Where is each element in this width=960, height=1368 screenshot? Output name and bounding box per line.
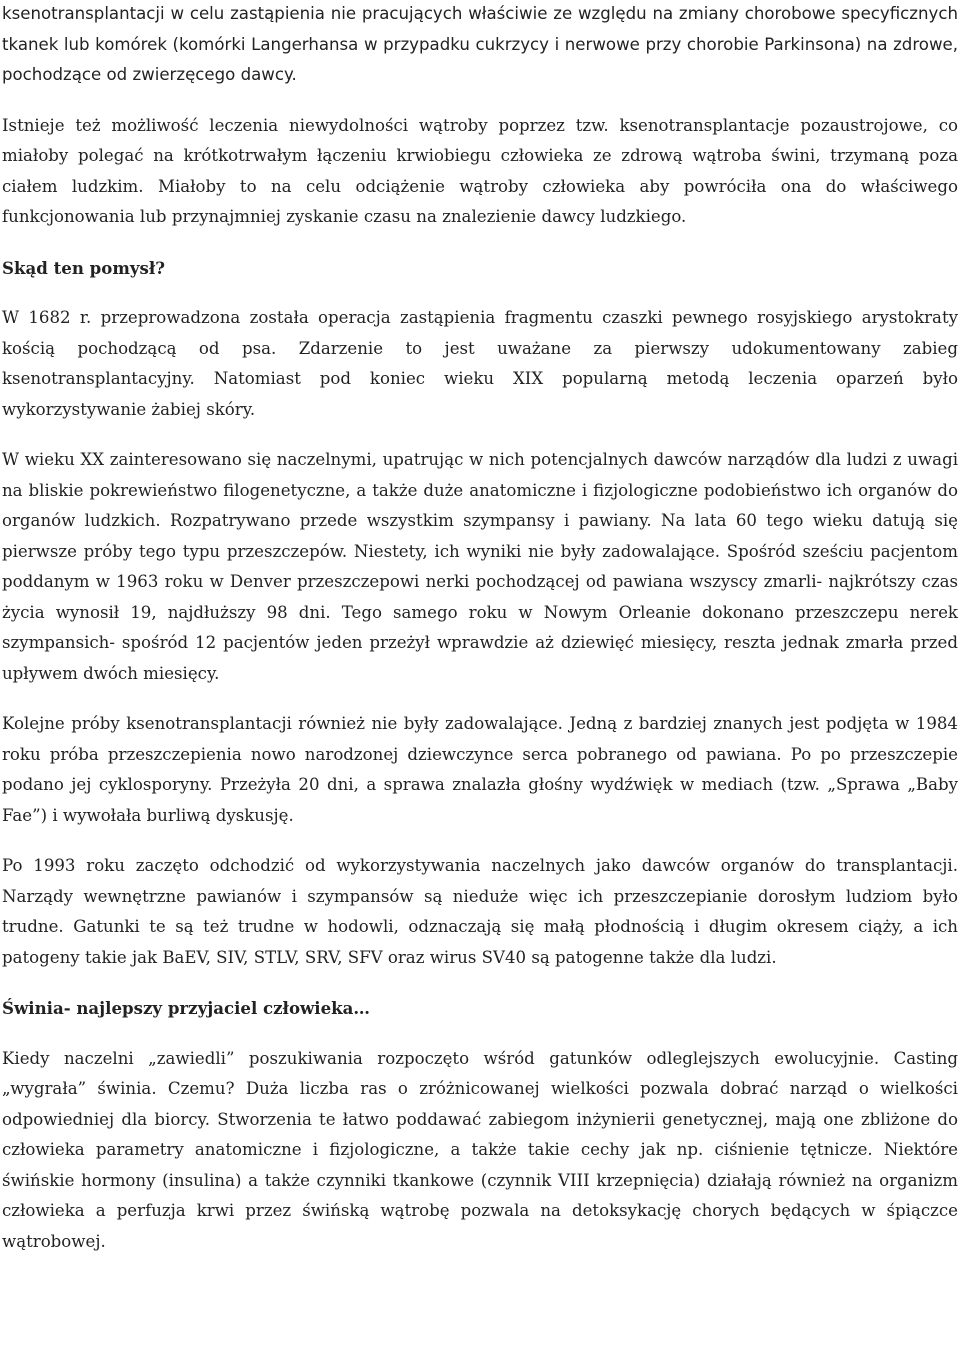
paragraph-history-1682: W 1682 r. przeprowadzona została operacja zastąpienia fragmentu czaszki pewnego rosyjskiego arystokraty kością pochodzącą od psa. Zdarzenie to jest uważane za pierwszy udokumentowany zabieg ksenotransplantacyjny. Natomiast pod koniec wieku XIX popularną metodą leczenia oparzeń było wykorzystywanie żabiej skóry. xyxy=(2,308,958,419)
paragraph-liver-extracorporeal: Istnieje też możliwość leczenia niewydolności wątroby poprzez tzw. ksenotransplantacje pozaustrojowe, co miałoby polegać na krótkotrwałym łączeniu krwiobiegu człowieka ze zdrową wątroba świni, trzymaną poza ciałem ludzkim. Miałoby to na celu odciążenie wątroby człowieka aby powróciła ona do właściwego funkcjonowania lub przynajmniej zyskanie czasu na znalezienie dawcy ludzkiego. xyxy=(2,115,958,226)
paragraph-primates-20th-century: W wieku XX zainteresowano się naczelnymi, upatrując w nich potencjalnych dawców narządów dla ludzi z uwagi na bliskie pokrewieństwo filogenetyczne, a także duże anatomiczne i fizjologiczne podobieństwo ich organów do organów ludzkich. Rozpatrywano przede wszystkim szympansy i pawiany. Na lata 60 tego wieku datują się pierwsze próby tego typu przeszczepów. Niestety, ich wyniki nie były zadowalające. Spośród sześciu pacjentom poddanym w 1963 roku w Denver przeszczepowi nerki pochodzącej od pawiana wszyscy zmarli- najkrótszy czas życia wynosił 19, najdłuższy 98 dni. Tego samego roku w Nowym Orleanie dokonano przeszczepu nerek szympansich- spośród 12 pacjentów jeden przeżył wprawdzie aż dziewięć miesięcy, reszta jednak zmarła przed upływem dwóch miesięcy. xyxy=(2,450,958,683)
paragraph-baby-fae: Kolejne próby ksenotransplantacji również nie były zadowalające. Jedną z bardziej znanych jest podjęta w 1984 roku próba przeszczepienia nowo narodzonej dziewczynce serca pobranego od pawiana. Po po przeszczepie podano jej cyklosporyny. Przeżyła 20 dni, a sprawa znalazła głośny wydźwięk w mediach (tzw. „Sprawa „Baby Fae”) i wywołała burliwą dyskusję. xyxy=(2,714,958,825)
heading-pig: Świnia- najlepszy przyjaciel człowieka… xyxy=(2,998,371,1018)
paragraph-xenotransplant-intro: ksenotransplantacji w celu zastąpienia nie pracujących właściwie ze względu na zmiany chorobowe specyficznych tkanek lub komórek (komórki Langerhansa w przypadku cukrzycy i nerwowe przy chorobie Parkinsona) na zdrowe, pochodzące od zwierzęcego dawcy. xyxy=(2,4,958,84)
paragraph-after-1993: Po 1993 roku zaczęto odchodzić od wykorzystywania naczelnych jako dawców organów do transplantacji. Narządy wewnętrzne pawianów i szympansów są nieduże więc ich przeszczepianie dorosłym ludziom było trudne. Gatunki te są też trudne w hodowli, odznaczają się małą płodnością i długim okresem ciąży, a ich patogeny takie jak BaEV, SIV, STLV, SRV, SFV oraz wirus SV40 są patogenne także dla ludzi. xyxy=(2,856,958,967)
heading-origin: Skąd ten pomysł? xyxy=(2,257,165,278)
paragraph-pig-advantages: Kiedy naczelni „zawiedli” poszukiwania rozpoczęto wśród gatunków odleglejszych ewolucyjnie. Casting „wygrała” świnia. Czemu? Duża liczba ras o zróżnicowanej wielkości pozwala dobrać narząd o wielkości odpowiedniej dla biorcy. Stworzenia te łatwo poddawać zabiegom inżynierii genetycznej, mają one zbliżone do człowieka parametry anatomiczne i fizjologiczne, a także takie cechy jak np. ciśnienie tętnicze. Niektóre świńskie hormony (insulina) a także czynniki tkankowe (czynnik VIII krzepnięcia) działają również na organizm człowieka a perfuzja krwi przez świńską wątrobę pozwala na detoksykację chorych będących w śpiączce wątrobowej. xyxy=(2,1048,958,1251)
